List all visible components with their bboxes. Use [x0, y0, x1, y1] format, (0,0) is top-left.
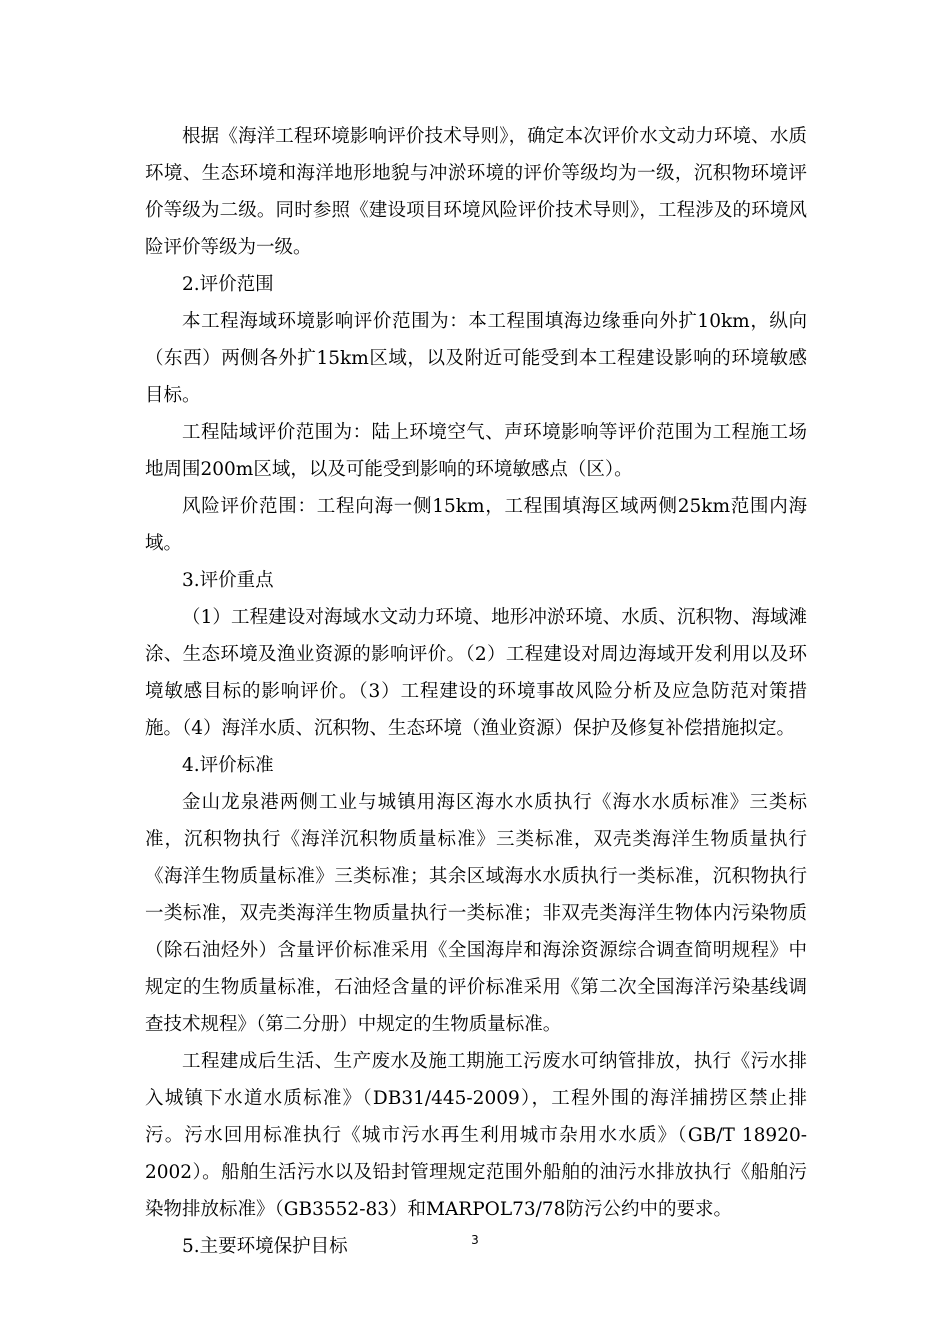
paragraph-risk-scope: 风险评价范围：工程向海一侧15km，工程围填海区域两侧25km范围内海域。: [145, 496, 807, 554]
page-number: 3: [471, 1233, 479, 1247]
heading-evaluation-focus: 3.评价重点: [182, 570, 274, 591]
heading-evaluation-standards: 4.评价标准: [182, 755, 274, 776]
paragraph-evaluation-focus: （1）工程建设对海域水文动力环境、地形冲淤环境、水质、沉积物、海域滩涂、生态环境及渔业资源的影响评价。（2）工程建设对周边海域开发利用以及环境敏感目标的影响评价。（3）工程建设的环境事故风险分析及应急防范对策措施。（4）海洋水质、沉积物、生态环境（渔业资源）保护及修复补偿措施拟定。: [145, 607, 807, 739]
document-body: [145, 118, 807, 1265]
paragraph-water-quality-standards: 金山龙泉港两侧工业与城镇用海区海水水质执行《海水水质标准》三类标准，沉积物执行《海洋沉积物质量标准》三类标准，双壳类海洋生物质量执行《海洋生物质量标准》三类标准；其余区域海水水质执行一类标准，沉积物执行一类标准，双壳类海洋生物质量执行一类标准；非双壳类海洋生物体内污染物质（除石油烃外）含量评价标准采用《全国海岸和海涂资源综合调查简明规程》中规定的生物质量标准，石油烃含量的评价标准采用《第二次全国海洋污染基线调查技术规程》（第二分册）中规定的生物质量标准。: [145, 792, 807, 1035]
paragraph-sea-area-scope: 本工程海域环境影响评价范围为：本工程围填海边缘垂向外扩10km，纵向（东西）两侧各外扩15km区域，以及附近可能受到本工程建设影响的环境敏感目标。: [145, 311, 807, 406]
heading-protection-targets: 5.主要环境保护目标: [182, 1236, 348, 1257]
paragraph-land-area-scope: 工程陆域评价范围为：陆上环境空气、声环境影响等评价范围为工程施工场地周围200m区域，以及可能受到影响的环境敏感点（区）。: [145, 422, 807, 480]
paragraph-evaluation-levels: 根据《海洋工程环境影响评价技术导则》，确定本次评价水文动力环境、水质环境、生态环境和海洋地形地貌与冲淤环境的评价等级均为一级，沉积物环境评价等级为二级。同时参照《建设项目环境风险评价技术导则》，工程涉及的环境风险评价等级为一级。: [145, 126, 807, 258]
paragraph-wastewater-standards: 工程建成后生活、生产废水及施工期施工污废水可纳管排放，执行《污水排入城镇下水道水质标准》（DB31/445-2009），工程外围的海洋捕捞区禁止排污。污水回用标准执行《城市污水再生利用城市杂用水水质》（GB/T 18920- 2002）。船舶生活污水以及铅封管理规定范围外船舶的油污水排放执行《船舶污染物排放标准》（GB3552-83）和MARPOL73/78防污公约中的要求。: [145, 1051, 807, 1220]
heading-evaluation-scope: 2.评价范围: [182, 274, 274, 295]
